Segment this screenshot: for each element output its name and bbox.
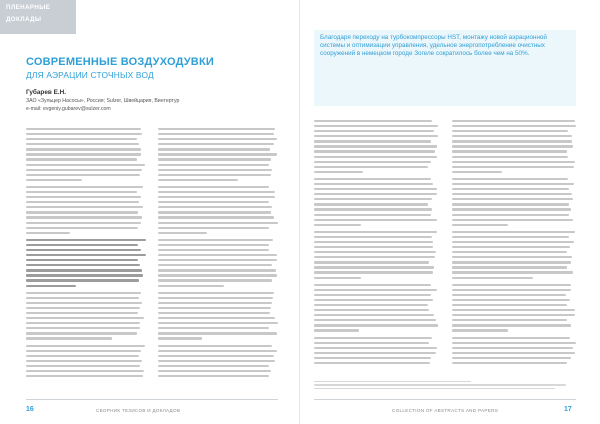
text-line (26, 222, 141, 224)
text-line (314, 166, 428, 168)
body-column-4 (452, 120, 576, 378)
text-line (452, 178, 568, 180)
text-line (158, 355, 274, 357)
text-line (158, 264, 272, 266)
text-line (158, 285, 224, 287)
text-line (452, 294, 566, 296)
text-line (314, 314, 434, 316)
text-line (26, 337, 112, 339)
text-line (26, 143, 139, 145)
text-line (452, 362, 567, 364)
text-line (314, 150, 435, 152)
text-line (26, 164, 145, 166)
text-line (158, 375, 269, 377)
section-tab (0, 0, 76, 34)
text-line (314, 130, 434, 132)
text-line (158, 201, 269, 203)
text-line (26, 186, 143, 188)
page-number-right: 17 (564, 406, 572, 413)
text-line (26, 350, 141, 352)
text-line (26, 327, 140, 329)
text-line (26, 285, 76, 287)
text-line (158, 158, 271, 160)
text-line (158, 216, 274, 218)
text-line (314, 329, 359, 331)
text-line (26, 196, 141, 198)
text-line (314, 125, 438, 127)
text-line (26, 138, 137, 140)
text-line (158, 143, 274, 145)
text-line (26, 191, 137, 193)
body-column-1 (26, 128, 146, 390)
text-line (158, 350, 277, 352)
text-line (26, 355, 139, 357)
text-line (314, 140, 431, 142)
text-line (452, 277, 533, 279)
body-column-3 (314, 120, 438, 378)
text-line (26, 269, 142, 271)
text-line (452, 236, 569, 238)
text-line (452, 208, 571, 210)
text-line (26, 174, 140, 176)
text-line (314, 145, 437, 147)
article-title: СОВРЕМЕННЫЕ ВОЗДУХОДУВКИ (26, 56, 214, 68)
text-line (158, 186, 269, 188)
text-line (314, 266, 434, 268)
text-line (452, 304, 567, 306)
text-line (314, 208, 432, 210)
text-line (26, 279, 139, 281)
text-line (314, 309, 429, 311)
text-line (26, 302, 142, 304)
text-line (452, 120, 575, 122)
text-line (314, 193, 437, 195)
running-title-left: СБОРНИК ТЕЗИСОВ И ДОКЛАДОВ (96, 408, 181, 413)
text-line (314, 231, 437, 233)
text-line (158, 206, 272, 208)
text-line (314, 214, 431, 216)
text-line (452, 319, 567, 321)
text-line (26, 239, 146, 241)
section-tab-line1: ПЛЕНАРНЫЕ (6, 4, 51, 11)
text-line (26, 254, 146, 256)
text-line (26, 153, 141, 155)
text-line (314, 362, 430, 364)
text-line (452, 337, 570, 339)
text-line (158, 244, 269, 246)
text-line (314, 251, 436, 253)
text-line (26, 232, 70, 234)
text-line (314, 342, 429, 344)
text-line (26, 297, 139, 299)
text-line (158, 345, 272, 347)
text-line (26, 307, 140, 309)
text-line (26, 201, 139, 203)
spine-divider (299, 0, 300, 424)
text-line (314, 277, 361, 279)
text-line (158, 269, 276, 271)
text-line (26, 148, 141, 150)
text-line (452, 161, 575, 163)
text-line (452, 266, 567, 268)
text-line (452, 171, 502, 173)
text-line (314, 198, 432, 200)
text-line (452, 329, 508, 331)
text-line (158, 365, 269, 367)
text-line (158, 302, 272, 304)
text-line (158, 164, 269, 166)
text-line (26, 259, 138, 261)
text-line (314, 203, 428, 205)
text-line (452, 214, 569, 216)
text-line (158, 259, 277, 261)
text-line (26, 128, 141, 130)
text-line (452, 145, 573, 147)
text-line (314, 271, 433, 273)
text-line (314, 178, 431, 180)
text-line (314, 161, 431, 163)
text-line (26, 332, 137, 334)
text-line (314, 304, 428, 306)
text-line (26, 227, 138, 229)
text-line (158, 191, 275, 193)
text-line (314, 352, 436, 354)
text-line (452, 357, 571, 359)
text-line (452, 246, 570, 248)
text-line (158, 169, 272, 171)
text-line (158, 360, 275, 362)
section-tab-line2: ДОКЛАДЫ (6, 15, 42, 23)
text-line (158, 332, 277, 334)
text-line (158, 274, 277, 276)
text-line (452, 314, 575, 316)
text-line (158, 133, 274, 135)
text-line (158, 211, 271, 213)
text-line (158, 196, 275, 198)
footnote-block (314, 381, 576, 391)
footer-rule-left (26, 399, 278, 400)
text-line (452, 130, 568, 132)
text-line (26, 211, 138, 213)
text-line (452, 271, 573, 273)
article-subtitle: ДЛЯ АЭРАЦИИ СТОЧНЫХ ВОД (26, 70, 154, 80)
text-line (314, 357, 431, 359)
text-line (158, 279, 272, 281)
text-line (26, 169, 142, 171)
text-line (26, 345, 145, 347)
text-line (452, 193, 572, 195)
text-line (26, 249, 141, 251)
text-line (26, 244, 138, 246)
text-line (158, 322, 278, 324)
text-line (314, 171, 363, 173)
text-line (314, 188, 437, 190)
text-line (26, 360, 142, 362)
text-line (452, 224, 508, 226)
text-line (26, 370, 144, 372)
page-number-left: 16 (26, 406, 34, 413)
text-line (314, 299, 433, 301)
text-line (314, 324, 438, 326)
text-line (314, 337, 432, 339)
text-line (314, 236, 432, 238)
text-line (452, 241, 574, 243)
text-line (158, 249, 269, 251)
text-line (452, 251, 567, 253)
text-line (26, 274, 143, 276)
text-line (314, 219, 437, 221)
text-line (314, 120, 432, 122)
text-line (158, 327, 269, 329)
text-line (26, 322, 140, 324)
text-line (452, 188, 569, 190)
text-line (314, 256, 435, 258)
text-line (452, 261, 571, 263)
text-line (314, 246, 433, 248)
text-line (314, 156, 437, 158)
text-line (452, 299, 570, 301)
text-line (314, 135, 438, 137)
text-line (314, 284, 431, 286)
text-line (452, 156, 568, 158)
text-line (26, 133, 142, 135)
text-line (26, 375, 143, 377)
text-line (452, 166, 574, 168)
text-line (452, 352, 575, 354)
text-line (158, 317, 275, 319)
text-line (452, 219, 573, 221)
text-line (452, 183, 574, 185)
text-line (314, 347, 437, 349)
text-line (452, 347, 573, 349)
footer-rule-right (314, 399, 576, 400)
text-line (158, 128, 275, 130)
text-line (452, 256, 572, 258)
text-line (158, 312, 270, 314)
text-line (158, 153, 277, 155)
text-line (452, 140, 572, 142)
text-line (452, 198, 573, 200)
callout-text: Благодаря переходу на турбокомпрессоры HST, монтажу новой аэрационной системы и оптимизации управления, удельное энергопотребление очистных сооружений в немецком городе Зогеле сократилось более чем на 50%. (320, 34, 547, 58)
text-line (314, 224, 361, 226)
text-line (158, 254, 277, 256)
text-line (158, 174, 271, 176)
text-line (26, 206, 143, 208)
callout-box (314, 30, 576, 106)
text-line (314, 319, 436, 321)
text-line (26, 216, 142, 218)
text-line (314, 294, 431, 296)
text-line (452, 324, 571, 326)
text-line (314, 289, 437, 291)
text-line (26, 158, 137, 160)
text-line (158, 222, 278, 224)
text-line (158, 239, 273, 241)
text-line (452, 150, 567, 152)
text-line (26, 317, 144, 319)
text-line (158, 337, 202, 339)
text-line (158, 227, 269, 229)
text-line (452, 203, 569, 205)
text-line (314, 261, 429, 263)
text-line (158, 138, 277, 140)
text-line (26, 179, 82, 181)
author-name: Губарев Е.Н. (26, 89, 67, 96)
text-line (314, 183, 433, 185)
running-title-right: COLLECTION OF ABSTRACTS AND PAPERS (392, 408, 499, 413)
text-line (452, 289, 571, 291)
text-line (26, 292, 141, 294)
author-email: e-mail: evgeniy.gubarev@sulzer.com (26, 106, 111, 112)
text-line (158, 148, 270, 150)
text-line (158, 297, 273, 299)
text-line (452, 342, 576, 344)
author-organization: ЗАО «Зульцер Насосы», Россия; Sulzer, Швейцария, Винтертур (26, 98, 180, 104)
text-line (314, 241, 433, 243)
text-line (158, 292, 274, 294)
text-line (26, 312, 138, 314)
text-line (158, 307, 271, 309)
text-line (26, 365, 140, 367)
text-line (158, 232, 207, 234)
body-column-2 (158, 128, 278, 390)
text-line (452, 125, 576, 127)
text-line (158, 370, 271, 372)
text-line (452, 135, 572, 137)
text-line (26, 264, 140, 266)
text-line (158, 179, 238, 181)
text-line (452, 284, 571, 286)
text-line (452, 309, 575, 311)
text-line (452, 231, 575, 233)
